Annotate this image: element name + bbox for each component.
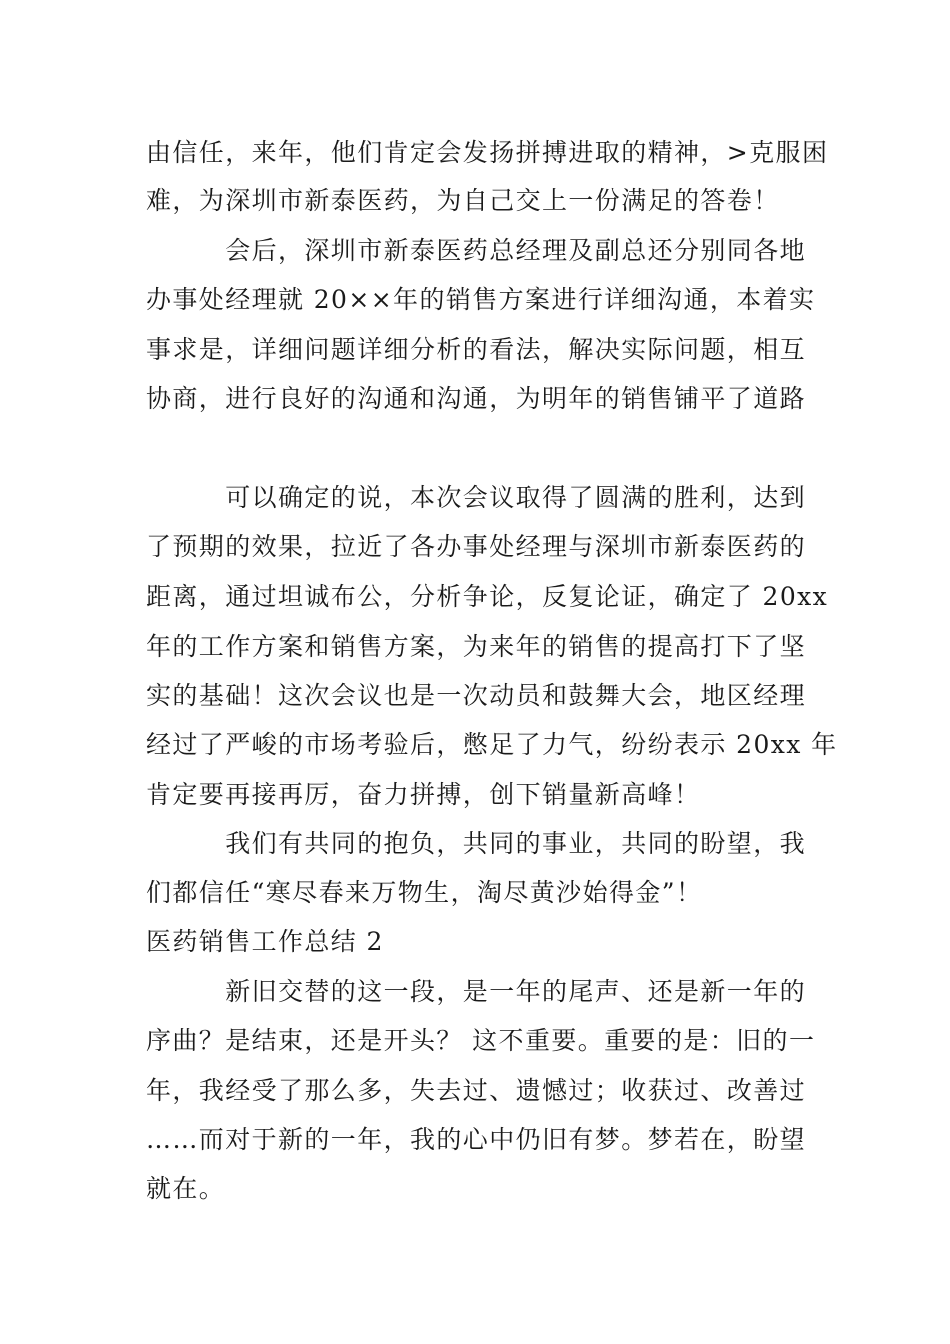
section-heading: 医药销售工作总结 2 <box>146 927 384 956</box>
paragraph-line: 新旧交替的这一段，是一年的尾声、还是新一年的 <box>146 977 807 1006</box>
paragraph-line: 事求是，详细问题详细分析的看法，解决实际问题，相互 <box>146 335 807 364</box>
paragraph-line: 经过了严峻的市场考验后，憋足了力气，纷纷表示 20xx 年 <box>146 730 838 759</box>
paragraph-line: 肯定要再接再厉，奋力拼搏，创下销量新高峰！ <box>146 780 701 809</box>
paragraph-line: 办事处经理就 20××年的销售方案进行详细沟通，本着实 <box>146 285 816 314</box>
paragraph-line: 可以确定的说，本次会议取得了圆满的胜利，达到 <box>146 483 807 512</box>
paragraph-line: 序曲？是结束，还是开头？ 这不重要。重要的是：旧的一 <box>146 1026 816 1055</box>
paragraph-line: 了预期的效果，拉近了各办事处经理与深圳市新泰医药的 <box>146 532 807 561</box>
paragraph-line: 距离，通过坦诚布公，分析争论，反复论证，确定了 20xx <box>146 582 829 611</box>
paragraph-line: 年的工作方案和销售方案，为来年的销售的提高打下了坚 <box>146 632 807 661</box>
paragraph-line: 由信任，来年，他们肯定会发扬拼搏进取的精神，>克服困 <box>146 138 829 167</box>
paragraph-line: 实的基础！这次会议也是一次动员和鼓舞大会，地区经理 <box>146 681 807 710</box>
paragraph-line: 难，为深圳市新泰医药，为自己交上一份满足的答卷！ <box>146 186 780 215</box>
paragraph-line: 我们有共同的抱负，共同的事业，共同的盼望，我 <box>146 829 807 858</box>
paragraph-line: 们都信任“寒尽春来万物生，淘尽黄沙始得金”！ <box>146 878 703 907</box>
paragraph-line: 就在。 <box>146 1174 226 1203</box>
paragraph-line: ……而对于新的一年，我的心中仍旧有梦。梦若在，盼望 <box>146 1125 807 1154</box>
paragraph-line: 协商，进行良好的沟通和沟通，为明年的销售铺平了道路 <box>146 384 807 413</box>
paragraph-line: 年，我经受了那么多，失去过、遗憾过；收获过、改善过 <box>146 1076 807 1105</box>
paragraph-line: 会后，深圳市新泰医药总经理及副总还分别同各地 <box>146 236 807 265</box>
